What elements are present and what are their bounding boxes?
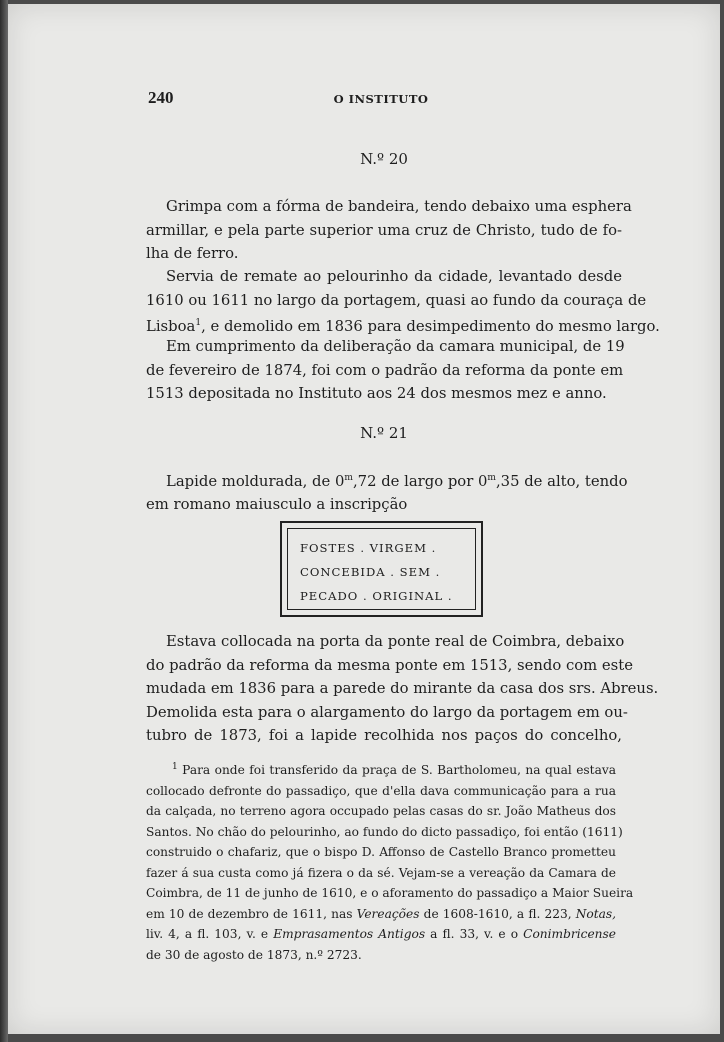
text-line: mudada em 1836 para a parede do mirante da casa dos srs. Abreus. [146, 680, 659, 697]
text-line: Grimpa com a fórma de bandeira, tendo debaixo uma esphera [166, 198, 632, 215]
footnote-line [146, 904, 616, 925]
text-line: do padrão da reforma da mesma ponte em 1513, sendo com este [146, 656, 633, 674]
unit-superscript: m [487, 473, 496, 483]
text-fragment: liv. 4, a fl. 103, v. e [146, 927, 269, 942]
inscription-line: FOSTES . VIRGEM . [300, 541, 437, 555]
footnote-line [146, 757, 616, 781]
footnote-line: da calçada, no terreno agora occupado pelas casas do sr. João Matheus dos [146, 804, 616, 819]
entry-20-description [146, 195, 632, 266]
footnote-marker: 1 [172, 762, 178, 772]
text-line: Servia de remate ao pelourinho da cidade, levantado desde [166, 268, 622, 285]
text-fragment: ,35 de alto, tendo [495, 472, 628, 490]
page-edge-shadow [0, 0, 8, 1042]
entry-21-history [146, 630, 659, 748]
inscription-frame [280, 521, 483, 617]
source-title: Conimbricense [523, 927, 616, 942]
text-fragment: Para onde foi transferido da praça de S. Bartholomeu, na qual estava [182, 763, 616, 778]
entry-heading-21: N.º 21 [360, 424, 408, 442]
text-line: 1610 ou 1611 no largo da portagem, quasi ao fundo da couraça de [146, 291, 647, 309]
source-title: Notas, [575, 906, 617, 921]
footnote-line [146, 924, 616, 945]
footnote-line: construido o chafariz, que o bispo D. Affonso de Castello Branco prometteu [146, 845, 616, 860]
text-line: tubro de 1873, foi a lapide recolhida nos paços do concelho, [146, 727, 622, 744]
inscription-line: CONCEBIDA . SEM . [300, 565, 441, 579]
entry-20-history [146, 265, 660, 338]
text-line: 1513 depositada no Instituto aos 24 dos mesmos mez e anno. [146, 385, 607, 402]
entry-20-deposit [146, 335, 625, 406]
text-fragment: em 10 de dezembro de 1611, nas [146, 906, 353, 921]
text-fragment: , e demolido em 1836 para desimpedimento do mesmo largo. [201, 317, 660, 335]
text-line: Em cumprimento da deliberação da camara municipal, de 19 [166, 338, 625, 355]
text-line: Estava collocada na porta da ponte real de Coimbra, debaixo [166, 633, 625, 650]
text-line [146, 467, 628, 493]
text-fragment: ,72 de largo por 0 [352, 472, 488, 490]
footnote-line: collocado defronte do passadiço, que d'ella dava communicação para a rua [146, 783, 616, 798]
page-number: 240 [148, 88, 174, 107]
running-title: O INSTITUTO [333, 92, 429, 106]
inscription-line: PECADO . ORIGINAL . [300, 589, 453, 603]
footnote-line: fazer á sua custa como já fizera o da sé. Vejam-se a vereação da Camara de [146, 865, 616, 880]
text-fragment: a fl. 33, v. e o [430, 927, 519, 942]
entry-heading-20: N.º 20 [360, 150, 408, 168]
footnote-line: Santos. No chão do pelourinho, ao fundo do dicto passadiço, foi então (1611) [146, 824, 623, 839]
footnote-line: de 30 de agosto de 1873, n.º 2723. [146, 947, 362, 962]
text-line: em romano maiusculo a inscripção [146, 496, 408, 514]
footnote-reference[interactable]: 1 [195, 318, 202, 328]
footnote-line: Coimbra, de 11 de junho de 1610, e o aforamento do passadiço a Maior Sueira [146, 886, 634, 901]
text-line: armillar, e pela parte superior uma cruz de Christo, tudo de fo- [146, 221, 622, 239]
source-title: Vereações [356, 906, 420, 921]
text-line: de fevereiro de 1874, foi com o padrão da reforma da ponte em [146, 361, 624, 379]
text-fragment: Lisboa [146, 317, 196, 335]
source-title: Emprasamentos Antigos [273, 927, 426, 942]
text-line: Demolida esta para o alargamento do largo da portagem em ou- [146, 703, 628, 721]
entry-21-description [146, 467, 628, 517]
text-line: lha de ferro. [146, 245, 239, 262]
running-header [142, 88, 620, 112]
text-fragment: de 1608-1610, a fl. 223, [423, 906, 572, 921]
text-fragment: Lapide moldurada, de 0 [166, 472, 345, 490]
footnote [146, 757, 634, 965]
unit-superscript: m [344, 473, 353, 483]
